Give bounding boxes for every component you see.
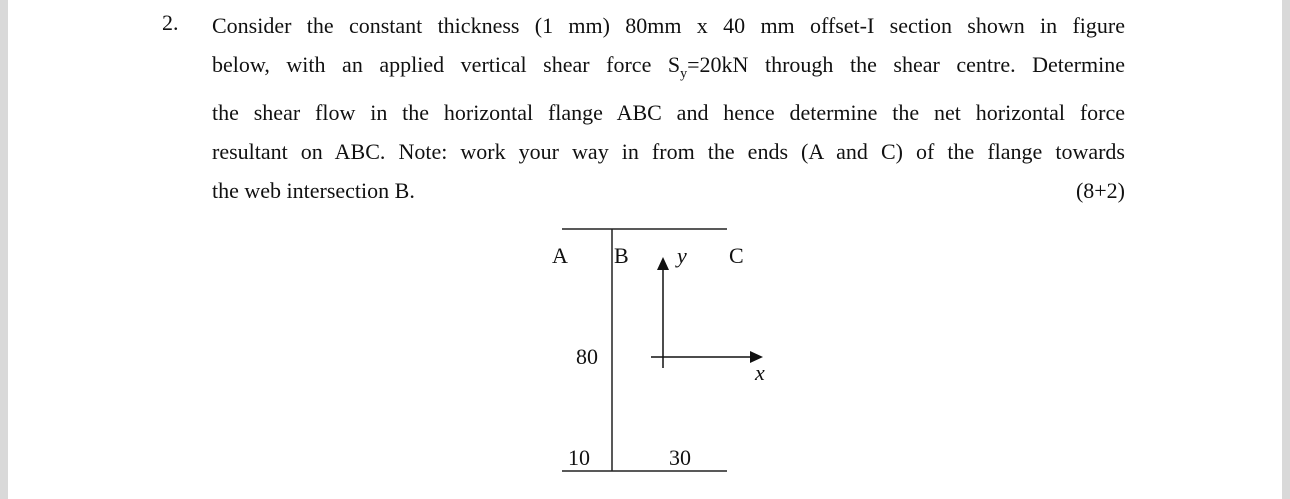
line-2-start: below, with an applied vertical shear force S	[212, 52, 681, 77]
label-a: A	[552, 243, 568, 268]
axis-label-x: x	[755, 360, 765, 385]
axis-label-y: y	[677, 243, 687, 268]
y-arrow-icon	[657, 257, 669, 270]
dim-right: 30	[669, 445, 691, 470]
subscript-y: y	[680, 66, 688, 82]
label-c: C	[729, 243, 744, 268]
question-line-3: the shear flow in the horizontal flange ABC and hence determine the net horizontal force	[212, 100, 1125, 126]
dim-left: 10	[568, 445, 590, 470]
dim-height: 80	[576, 344, 598, 369]
marks: (8+2)	[1075, 178, 1125, 204]
line-5-text: the web intersection B.	[212, 178, 415, 204]
label-b: B	[614, 243, 629, 268]
line-2-end: =20kN through the shear centre. Determine	[687, 52, 1125, 77]
question-number: 2.	[162, 10, 179, 35]
question-line-4: resultant on ABC. Note: work your way in from the ends (A and C) of the flange towards	[212, 139, 1125, 165]
question-line-1: Consider the constant thickness (1 mm) 80mm x 40 mm offset-I section shown in figure	[212, 13, 1125, 38]
